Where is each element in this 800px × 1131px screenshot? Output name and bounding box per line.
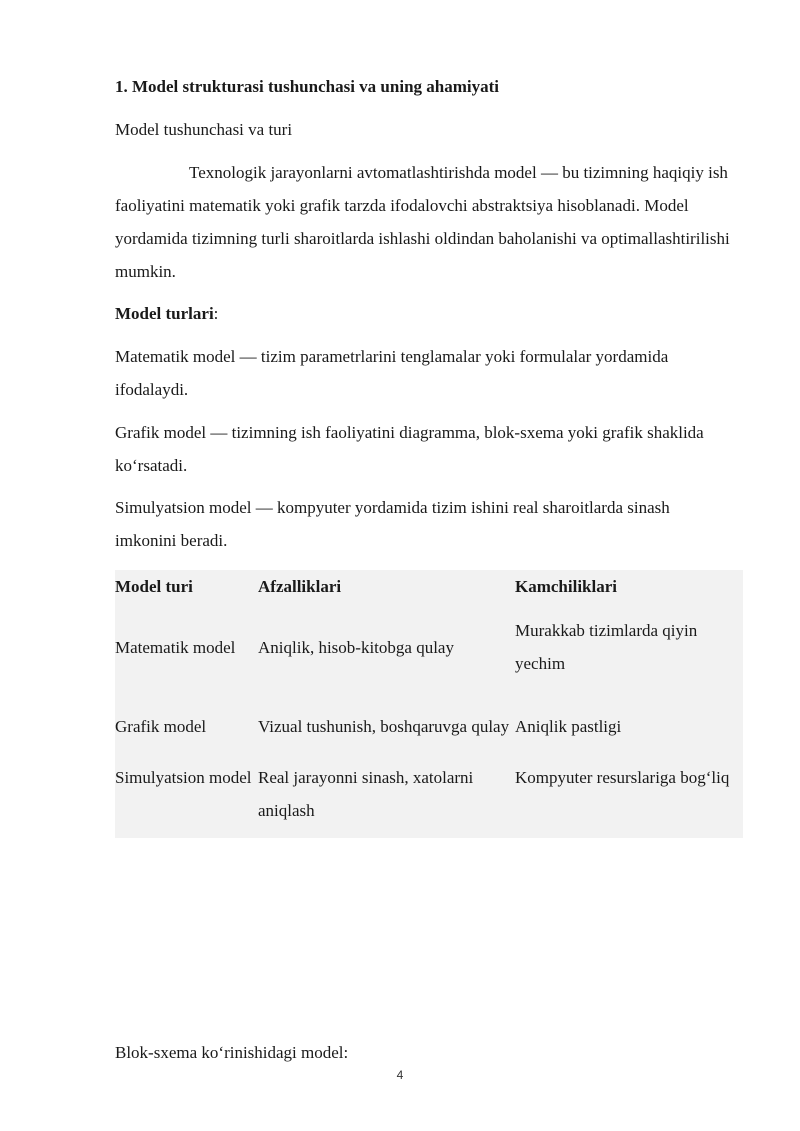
page-number: 4 (396, 1068, 404, 1082)
section-heading: 1. Model strukturasi tushunchasi va uning ahamiyati (115, 77, 499, 96)
table-header-cell: Kamchiliklari (515, 577, 617, 596)
block-diagram-caption: Blok-sxema ko‘rinishidagi model: (115, 1043, 349, 1062)
table-header-cell: Model turi (115, 577, 193, 596)
table-cell: Grafik model (115, 716, 207, 736)
table-cell: Kompyuter resurslariga bog‘liq (515, 768, 730, 787)
table-cell: Aniqlik pastligi (515, 716, 622, 736)
table-cell: Simulyatsion model (115, 768, 252, 787)
table-cell: Murakkab tizimlarda qiyin yechim (515, 621, 698, 673)
comparison-table-container (115, 570, 743, 838)
type-simulation-paragraph: Simulyatsion model — kompyuter yordamida tizim ishini real sharoitlarda sinash imkonini beradi. (115, 498, 670, 550)
table-cell: Aniqlik, hisob-kitobga qulay (258, 637, 454, 657)
type-graphical-paragraph: Grafik model — tizimning ish faoliyatini diagramma, blok-sxema yoki grafik shaklida ko‘rsatadi. (115, 423, 704, 475)
table-cell: Real jarayonni sinash, xatolarni aniqlash (258, 768, 474, 820)
table-header-row (115, 570, 743, 603)
table-row (115, 761, 743, 831)
table-cell: Matematik model (115, 637, 236, 657)
model-types-label (115, 304, 218, 324)
type-mathematical-paragraph: Matematik model — tizim parametrlarini tenglamalar yoki formulalar yordamida ifodalaydi. (115, 347, 669, 399)
section-subheading: Model tushunchasi va turi (115, 120, 293, 139)
table-header-cell: Afzalliklari (258, 577, 342, 596)
model-types-label-colon: : (213, 304, 219, 323)
comparison-table (115, 570, 743, 831)
intro-paragraph: Texnologik jarayonlarni avtomatlashtirishda model — bu tizimning haqiqiy ish faoliyatini matematik yoki grafik tarzda ifodalovchi abstraktsiya hisoblanadi. Model yordamida tizimning turli sharoitlarda ishlashi oldindan baholanishi va optimallashtirilishi mumkin. (115, 163, 730, 281)
table-row (115, 603, 743, 691)
table-row (115, 691, 743, 761)
model-types-label-text: Model turlari (115, 304, 214, 323)
table-cell: Vizual tushunish, boshqaruvga qulay (258, 716, 510, 736)
